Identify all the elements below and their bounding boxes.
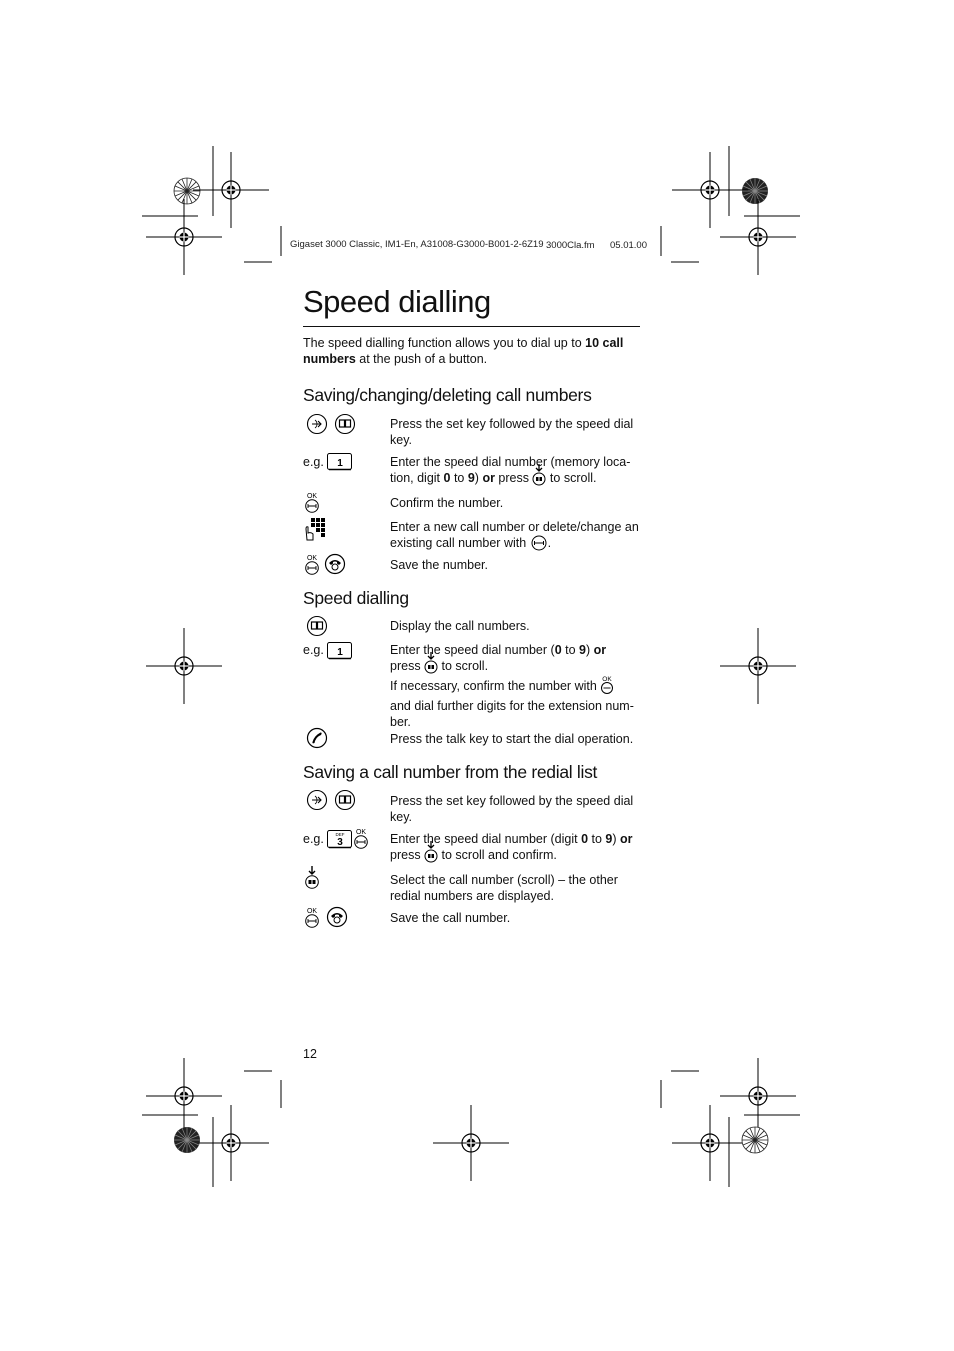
section-heading-redial: Saving a call number from the redial list	[303, 762, 598, 782]
section-heading-dialling: Speed dialling	[303, 588, 409, 608]
saving-step-3: Confirm the number.	[390, 496, 504, 510]
header-date: 05.01.00	[610, 240, 647, 251]
scroll-key-icon	[304, 866, 320, 895]
svg-text:3: 3	[337, 837, 343, 848]
scroll-key-icon	[424, 660, 438, 678]
header-file: 3000Cla.fm	[546, 240, 595, 251]
talk-key-icon	[306, 727, 328, 754]
ok-key-icon	[305, 490, 321, 519]
delete-key-icon	[530, 535, 548, 555]
end-call-key-icon	[324, 553, 346, 580]
keypad-icon	[305, 517, 327, 546]
phonebook-key-icon	[334, 413, 356, 440]
set-key-icon	[306, 413, 328, 440]
saving-eg-label: e.g.	[303, 455, 324, 469]
redial-step-3: Select the call number (scroll) – the other redial numbers are displayed.	[390, 873, 618, 903]
header-doc-id: Gigaset 3000 Classic, IM1-En, A31008-G3000-B001-2-6Z19	[290, 239, 544, 250]
ok-key-icon	[354, 826, 370, 855]
digit-1-key-icon	[327, 453, 353, 476]
svg-text:1: 1	[337, 647, 343, 658]
saving-step-4: Enter a new call number or delete/change an existing call number with .	[390, 519, 642, 555]
redial-eg-label: e.g.	[303, 832, 324, 846]
section-heading-saving: Saving/changing/deleting call numbers	[303, 385, 592, 405]
scroll-key-icon	[532, 472, 546, 490]
dialling-step-2: Enter the speed dial number (0 to 9) or press to scroll. If necessary, confirm the number with OK and dial further digits for the extension num-ber.	[390, 643, 634, 729]
page-title: Speed dialling	[303, 284, 491, 319]
phonebook-key-icon	[334, 789, 356, 816]
svg-text:DEF: DEF	[335, 832, 345, 837]
svg-text:OK: OK	[306, 493, 318, 500]
svg-text:1: 1	[337, 458, 343, 469]
redial-step-2: Enter the speed dial number (digit 0 to 9) or press to scroll and confirm.	[390, 831, 642, 867]
saving-step-2: Enter the speed dial number (memory loca-tion, digit 0 to 9) or press to scroll.	[390, 454, 642, 490]
redial-step-4: Save the call number.	[390, 911, 511, 925]
dialling-eg-label: e.g.	[303, 643, 324, 657]
svg-text:OK: OK	[602, 676, 612, 683]
page-number: 12	[303, 1047, 317, 1061]
saving-step-5: Save the number.	[390, 558, 488, 572]
ok-key-icon	[600, 676, 614, 698]
svg-text:OK: OK	[306, 908, 318, 915]
end-call-key-icon	[326, 906, 348, 933]
ok-key-icon	[305, 905, 321, 934]
saving-step-1: Press the set key followed by the speed dial key.	[390, 417, 634, 447]
dialling-step-1: Display the call numbers.	[390, 619, 530, 633]
set-key-icon	[306, 789, 328, 816]
phonebook-key-icon	[306, 615, 328, 642]
intro-text: The speed dialling function allows you to dial up to 10 call numbers at the push of a button.	[303, 336, 624, 366]
title-rule	[303, 326, 640, 327]
digit-1-key-icon	[327, 642, 353, 665]
redial-step-1: Press the set key followed by the speed dial key.	[390, 794, 634, 824]
scroll-key-icon	[424, 849, 438, 867]
ok-key-icon	[305, 552, 321, 581]
svg-text:OK: OK	[306, 555, 318, 562]
svg-text:OK: OK	[355, 829, 367, 836]
digit-3-key-icon	[327, 830, 353, 854]
dialling-step-3: Press the talk key to start the dial operation.	[390, 732, 634, 746]
